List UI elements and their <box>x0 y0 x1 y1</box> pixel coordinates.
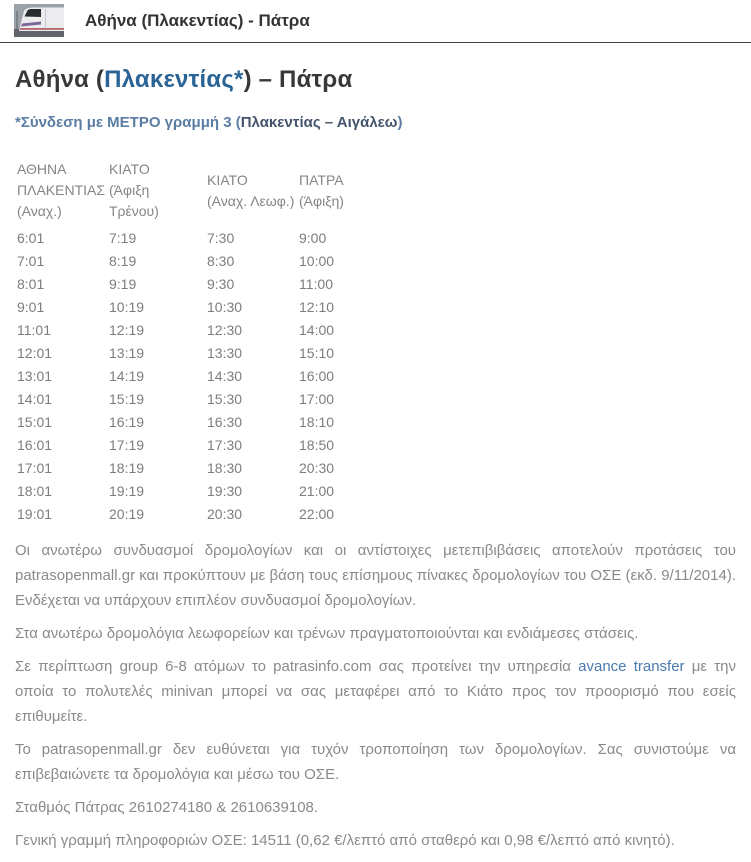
topbar <box>0 0 751 43</box>
time-cell: 13:01 <box>17 368 53 384</box>
page-title-suffix: ) – Πάτρα <box>243 66 353 93</box>
table-row <box>15 365 415 388</box>
note-disclaimer: Το patrasopenmall.gr δεν ευθύνεται για τυχόν τροποποίηση των δρομολογίων. Σας συνιστούμε να επιβεβαιώνετε τα δρομολόγια και μέσω του ΟΣΕ. <box>15 741 736 783</box>
time-cell: 12:19 <box>109 322 145 338</box>
time-cell: 17:01 <box>17 460 53 476</box>
time-cell: 7:30 <box>207 230 235 246</box>
train-photo-icon <box>14 4 64 37</box>
time-cell: 20:30 <box>299 460 335 476</box>
table-row <box>15 503 415 526</box>
table-row <box>15 319 415 342</box>
time-cell: 21:00 <box>299 483 335 499</box>
time-cell: 19:30 <box>207 483 243 499</box>
avance-transfer-link[interactable]: avance transfer <box>578 658 685 675</box>
table-row <box>15 227 415 250</box>
time-cell: 17:00 <box>299 391 335 407</box>
table-row <box>15 250 415 273</box>
time-cell: 9:01 <box>17 299 45 315</box>
notes-section <box>15 538 736 853</box>
topbar-title: Αθήνα (Πλακεντίας) - Πάτρα <box>85 10 310 30</box>
time-cell: 12:01 <box>17 345 53 361</box>
time-cell: 6:01 <box>17 230 45 246</box>
page-title-prefix: Αθήνα ( <box>15 66 105 93</box>
timetable <box>15 159 415 526</box>
time-cell: 14:00 <box>299 322 335 338</box>
time-cell: 19:01 <box>17 506 53 522</box>
time-cell: 8:19 <box>109 253 137 269</box>
time-cell: 20:30 <box>207 506 243 522</box>
time-cell: 22:00 <box>299 506 335 522</box>
time-cell: 16:01 <box>17 437 53 453</box>
time-cell: 13:30 <box>207 345 243 361</box>
time-cell: 15:10 <box>299 345 335 361</box>
time-cell: 15:19 <box>109 391 145 407</box>
page-title <box>15 66 736 94</box>
time-cell: 11:00 <box>299 276 333 292</box>
time-cell: 8:01 <box>17 276 45 292</box>
table-row <box>15 457 415 480</box>
time-cell: 18:01 <box>17 483 53 499</box>
time-cell: 16:30 <box>207 414 243 430</box>
time-cell: 19:19 <box>109 483 145 499</box>
table-row <box>15 273 415 296</box>
note-ose-info-line: Γενική γραμμή πληροφοριών ΟΣΕ: 14511 (0,62 €/λεπτό από σταθερό και 0,98 €/λεπτό από κινητό). <box>15 832 675 849</box>
note-schedule-source: Οι ανωτέρω συνδυασμοί δρομολογίων και οι αντίστοιχες μετεπιβιβάσεις αποτελούν προτάσεις του patrasopenmall.gr και προκύπτουν με βάση τους επίσημους πίνακες δρομολογίων του ΟΣΕ (εκδ. 9/11/2014). Ενδέχεται να υπάρχουν επιπλέον συνδυασμοί δρομολογίων. <box>15 542 736 609</box>
time-cell: 17:30 <box>207 437 243 453</box>
time-cell: 9:00 <box>299 230 327 246</box>
main-content <box>0 66 751 853</box>
time-cell: 12:30 <box>207 322 243 338</box>
column-header-kiato-arrival: ΚΙΑΤΟ (Άφιξη Τρένου) <box>109 161 159 219</box>
time-cell: 12:10 <box>299 299 335 315</box>
column-header-athens-plakentias: ΑΘΗΝΑ ΠΛΑΚΕΝΤΙΑΣ (Αναχ.) <box>17 161 106 219</box>
metro-note-suffix: ) <box>397 114 403 131</box>
time-cell: 13:19 <box>109 345 145 361</box>
time-cell: 18:50 <box>299 437 335 453</box>
column-header-kiato-bus-departure: ΚΙΑΤΟ (Αναχ. Λεωφ.) <box>207 171 295 209</box>
time-cell: 16:00 <box>299 368 335 384</box>
time-cell: 10:30 <box>207 299 243 315</box>
time-cell: 9:30 <box>207 276 235 292</box>
time-cell: 11:01 <box>17 322 51 338</box>
time-cell: 14:19 <box>109 368 145 384</box>
time-cell: 10:00 <box>299 253 335 269</box>
time-cell: 18:19 <box>109 460 145 476</box>
time-cell: 18:30 <box>207 460 243 476</box>
time-cell: 14:01 <box>17 391 53 407</box>
time-cell: 9:19 <box>109 276 137 292</box>
page-title-highlight: Πλακεντίας* <box>104 66 244 93</box>
time-cell: 15:01 <box>17 414 53 430</box>
time-cell: 8:30 <box>207 253 235 269</box>
note-intermediate-stops: Στα ανωτέρω δρομολόγια λεωφορείων και τρένων πραγματοποιούνται και ενδιάμεσες στάσεις. <box>15 625 639 642</box>
timetable-body <box>15 227 415 526</box>
table-row <box>15 342 415 365</box>
time-cell: 10:19 <box>109 299 145 315</box>
table-row <box>15 434 415 457</box>
time-cell: 7:19 <box>109 230 137 246</box>
table-row <box>15 296 415 319</box>
time-cell: 7:01 <box>17 253 45 269</box>
metro-connection-note <box>15 114 736 132</box>
time-cell: 20:19 <box>109 506 145 522</box>
time-cell: 16:19 <box>109 414 145 430</box>
metro-note-stations: Πλακεντίας – Αιγάλεω <box>240 114 398 131</box>
time-cell: 15:30 <box>207 391 243 407</box>
table-row <box>15 411 415 434</box>
time-cell: 18:10 <box>299 414 335 430</box>
note-group-transfer: Σε περίπτωση group 6-8 ατόμων το patrasinfo.com σας προτείνει την υπηρεσία avance transfer με την οποία το πολυτελές minivan μπορεί να σας μεταφέρει από το Κιάτο προς τον προορισμό που εσείς επιθυμείτε. <box>15 658 736 725</box>
timetable-header <box>15 159 415 227</box>
time-cell: 14:30 <box>207 368 243 384</box>
metro-note-prefix: *Σύνδεση με ΜΕΤΡΟ γραμμή 3 ( <box>15 114 241 131</box>
column-header-patra-arrival: ΠΑΤΡΑ (Άφιξη) <box>299 171 344 209</box>
header-row <box>15 159 415 227</box>
table-row <box>15 388 415 411</box>
note-patra-station-phones: Σταθμός Πάτρας 2610274180 & 2610639108. <box>15 799 319 816</box>
time-cell: 17:19 <box>109 437 145 453</box>
table-row <box>15 480 415 503</box>
